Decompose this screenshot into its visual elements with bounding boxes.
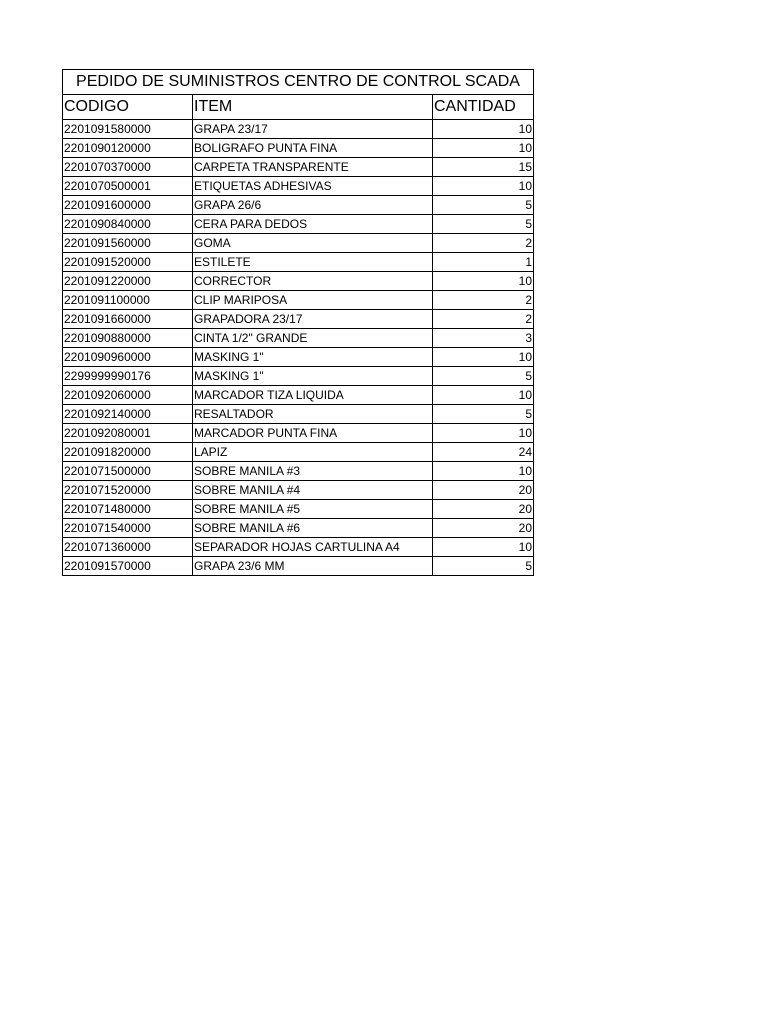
cell-codigo: 2201091570000 [63, 557, 193, 576]
column-header-codigo: CODIGO [63, 95, 193, 120]
cell-item: MARCADOR PUNTA FINA [193, 424, 433, 443]
cell-item: CERA PARA DEDOS [193, 215, 433, 234]
cell-cantidad: 10 [433, 120, 534, 139]
cell-cantidad: 2 [433, 234, 534, 253]
cell-item: LAPIZ [193, 443, 433, 462]
cell-item: MARCADOR TIZA LIQUIDA [193, 386, 433, 405]
cell-cantidad: 10 [433, 139, 534, 158]
cell-item: GOMA [193, 234, 433, 253]
cell-cantidad: 10 [433, 462, 534, 481]
cell-item: GRAPA 23/17 [193, 120, 433, 139]
cell-item: SEPARADOR HOJAS CARTULINA A4 [193, 538, 433, 557]
cell-codigo: 2201070500001 [63, 177, 193, 196]
cell-codigo: 2201091600000 [63, 196, 193, 215]
cell-codigo: 2201092060000 [63, 386, 193, 405]
cell-codigo: 2201091660000 [63, 310, 193, 329]
cell-item: GRAPADORA 23/17 [193, 310, 433, 329]
cell-cantidad: 10 [433, 386, 534, 405]
table-row [63, 158, 534, 177]
cell-codigo: 2201071480000 [63, 500, 193, 519]
cell-cantidad: 5 [433, 557, 534, 576]
table-row [63, 386, 534, 405]
cell-codigo: 2201071500000 [63, 462, 193, 481]
table-body [63, 120, 534, 576]
cell-item: SOBRE MANILA #3 [193, 462, 433, 481]
table-row [63, 139, 534, 158]
cell-codigo: 2299999990176 [63, 367, 193, 386]
cell-cantidad: 10 [433, 177, 534, 196]
cell-codigo: 2201071360000 [63, 538, 193, 557]
table-row [63, 234, 534, 253]
table-row [63, 538, 534, 557]
cell-cantidad: 10 [433, 538, 534, 557]
table-row [63, 500, 534, 519]
cell-cantidad: 10 [433, 272, 534, 291]
cell-codigo: 2201091820000 [63, 443, 193, 462]
cell-codigo: 2201090840000 [63, 215, 193, 234]
spreadsheet-page [62, 69, 533, 576]
cell-item: CORRECTOR [193, 272, 433, 291]
cell-codigo: 2201091560000 [63, 234, 193, 253]
cell-item: GRAPA 26/6 [193, 196, 433, 215]
table-row [63, 215, 534, 234]
table-row [63, 348, 534, 367]
cell-cantidad: 15 [433, 158, 534, 177]
table-row [63, 196, 534, 215]
cell-codigo: 2201090960000 [63, 348, 193, 367]
cell-item: CINTA 1/2" GRANDE [193, 329, 433, 348]
cell-codigo: 2201091220000 [63, 272, 193, 291]
table-row [63, 253, 534, 272]
table-row [63, 177, 534, 196]
cell-item: BOLIGRAFO PUNTA FINA [193, 139, 433, 158]
cell-cantidad: 3 [433, 329, 534, 348]
cell-cantidad: 20 [433, 519, 534, 538]
supplies-order-table [62, 69, 534, 576]
cell-item: ESTILETE [193, 253, 433, 272]
cell-codigo: 2201090880000 [63, 329, 193, 348]
table-row [63, 291, 534, 310]
cell-cantidad: 5 [433, 215, 534, 234]
cell-cantidad: 10 [433, 424, 534, 443]
cell-cantidad: 5 [433, 405, 534, 424]
table-row [63, 557, 534, 576]
table-row [63, 405, 534, 424]
cell-item: RESALTADOR [193, 405, 433, 424]
table-row [63, 310, 534, 329]
table-row [63, 462, 534, 481]
table-row [63, 367, 534, 386]
cell-codigo: 2201090120000 [63, 139, 193, 158]
cell-item: SOBRE MANILA #6 [193, 519, 433, 538]
cell-codigo: 2201092080001 [63, 424, 193, 443]
cell-codigo: 2201091100000 [63, 291, 193, 310]
header-row [63, 95, 534, 120]
table-row [63, 272, 534, 291]
cell-cantidad: 2 [433, 291, 534, 310]
cell-item: CARPETA TRANSPARENTE [193, 158, 433, 177]
cell-cantidad: 1 [433, 253, 534, 272]
title-row [63, 70, 534, 95]
cell-item: ETIQUETAS ADHESIVAS [193, 177, 433, 196]
cell-item: MASKING 1" [193, 348, 433, 367]
cell-cantidad: 24 [433, 443, 534, 462]
cell-cantidad: 5 [433, 367, 534, 386]
cell-item: MASKING 1" [193, 367, 433, 386]
cell-item: CLIP MARIPOSA [193, 291, 433, 310]
cell-codigo: 2201092140000 [63, 405, 193, 424]
cell-item: SOBRE MANILA #4 [193, 481, 433, 500]
table-title: PEDIDO DE SUMINISTROS CENTRO DE CONTROL SCADA [63, 70, 534, 95]
cell-cantidad: 5 [433, 196, 534, 215]
cell-cantidad: 20 [433, 481, 534, 500]
cell-codigo: 2201071520000 [63, 481, 193, 500]
cell-cantidad: 2 [433, 310, 534, 329]
cell-cantidad: 10 [433, 348, 534, 367]
table-row [63, 519, 534, 538]
cell-item: SOBRE MANILA #5 [193, 500, 433, 519]
cell-cantidad: 20 [433, 500, 534, 519]
table-row [63, 120, 534, 139]
cell-codigo: 2201071540000 [63, 519, 193, 538]
cell-codigo: 2201070370000 [63, 158, 193, 177]
cell-codigo: 2201091520000 [63, 253, 193, 272]
column-header-item: ITEM [193, 95, 433, 120]
table-row [63, 424, 534, 443]
cell-item: GRAPA 23/6 MM [193, 557, 433, 576]
table-row [63, 481, 534, 500]
column-header-cantidad: CANTIDAD [433, 95, 534, 120]
table-row [63, 443, 534, 462]
cell-codigo: 2201091580000 [63, 120, 193, 139]
table-row [63, 329, 534, 348]
